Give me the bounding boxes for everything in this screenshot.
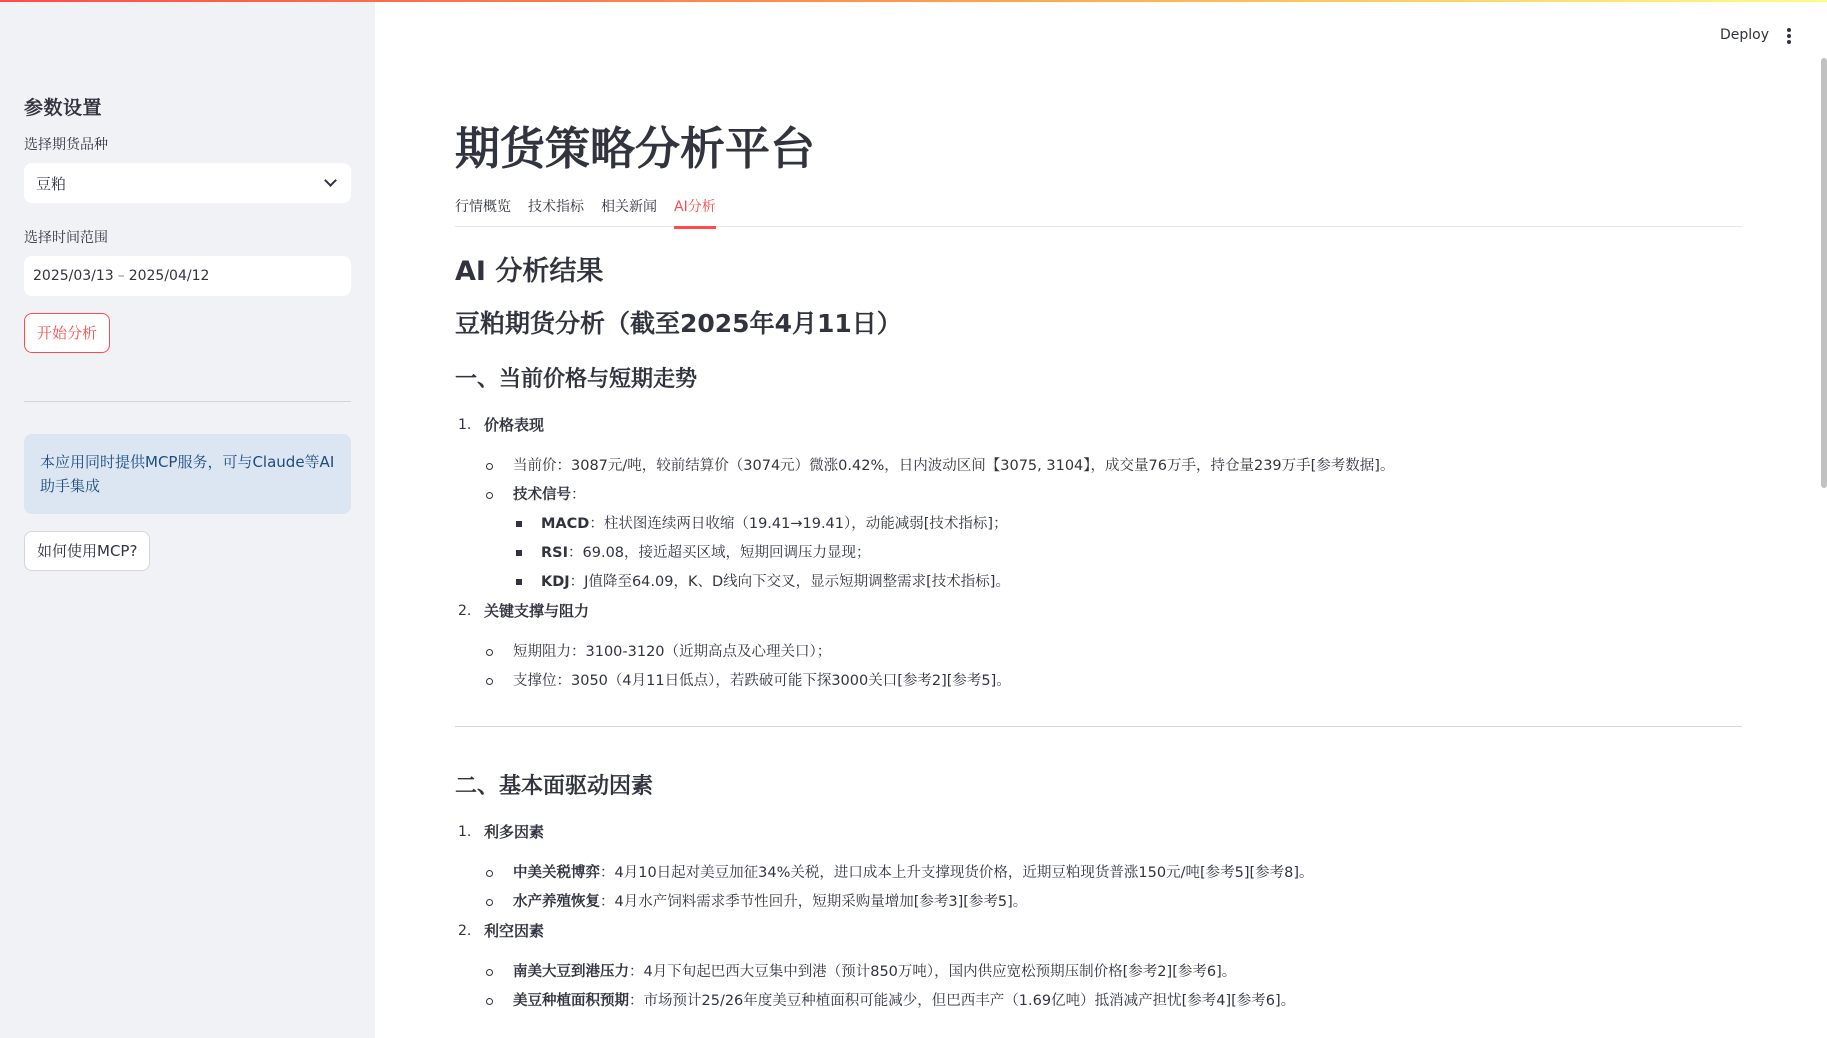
list-item xyxy=(455,888,1742,917)
brazil-arrival-line xyxy=(513,958,1236,987)
list-number: 1. xyxy=(458,417,472,433)
support-text: 支撑位：3050（4月11日低点），若跌破可能下探3000关口[参考2][参考5]。 xyxy=(513,673,1011,689)
rsi-text: ：69.08，接近超买区域，短期回调压力显现； xyxy=(568,545,871,561)
rsi-label: RSI xyxy=(541,545,569,561)
list-number: 2. xyxy=(458,923,472,939)
aquaculture-text: ：4月水产饲料需求季节性回升，短期采购量增加[参考3][参考5]。 xyxy=(600,894,1028,910)
kebab-dot xyxy=(1787,40,1791,44)
list-number: 1. xyxy=(458,824,472,840)
bullet-icon xyxy=(486,969,493,976)
kebab-dot xyxy=(1787,28,1791,32)
resistance-text: 短期阻力：3100-3120（近期高点及心理关口）； xyxy=(513,644,832,660)
date-separator: – xyxy=(117,268,125,284)
list-item-label: 利空因素 xyxy=(484,922,545,940)
tab-ai-analysis[interactable]: AI分析 xyxy=(674,195,716,227)
us-planting-label: 美豆种植面积预期 xyxy=(513,993,629,1009)
kdj-label: KDJ xyxy=(541,574,570,590)
bullet-icon xyxy=(486,998,493,1005)
square-bullet-icon xyxy=(516,579,522,585)
list-item xyxy=(455,917,1742,946)
date-start: 2025/03/13 xyxy=(33,268,114,284)
tab-bar xyxy=(455,195,1742,227)
list-item xyxy=(455,510,1742,539)
kdj-text: ：J值降至64.09，K、D线向下交叉，显示短期调整需求[技术指标]。 xyxy=(569,574,1010,590)
tab-market-overview[interactable]: 行情概览 xyxy=(455,199,511,215)
more-options-icon[interactable] xyxy=(1782,28,1796,44)
signal-line xyxy=(513,481,586,510)
tariff-line xyxy=(513,859,1314,888)
list-item xyxy=(455,411,1742,440)
start-analysis-button[interactable]: 开始分析 xyxy=(24,313,110,353)
bullet-icon xyxy=(486,899,493,906)
page-scrollbar[interactable] xyxy=(1821,58,1827,488)
aquaculture-label: 水产养殖恢复 xyxy=(513,894,600,910)
macd-text: ：柱状图连续两日收缩（19.41→19.41），动能减弱[技术指标]； xyxy=(589,516,1008,532)
price-text: 当前价：3087元/吨，较前结算价（3074元）微涨0.42%，日内波动区间【3075, 3104】，成交量76万手，持仓量239万手[参考数据]。 xyxy=(513,458,1395,474)
bullet-icon xyxy=(486,463,493,470)
bullet-icon xyxy=(486,649,493,656)
kebab-dot xyxy=(1787,34,1791,38)
list-item xyxy=(455,481,1742,510)
signal-colon: ： xyxy=(571,487,586,503)
result-heading: AI 分析结果 xyxy=(455,256,604,287)
chevron-down-icon xyxy=(324,174,337,187)
bullet-icon xyxy=(486,678,493,685)
list-item-label: 关键支撑与阻力 xyxy=(484,602,590,620)
sidebar xyxy=(0,0,375,1038)
mcp-info-box: 本应用同时提供MCP服务，可与Claude等AI助手集成 xyxy=(24,434,351,514)
list-item xyxy=(455,539,1742,568)
signal-label: 技术信号 xyxy=(513,487,571,503)
how-to-use-mcp-button[interactable]: 如何使用MCP? xyxy=(24,531,150,571)
tab-technical-indicators[interactable]: 技术指标 xyxy=(528,199,584,215)
top-decoration-bar xyxy=(0,0,1827,2)
bullet-icon xyxy=(486,870,493,877)
list-item xyxy=(455,667,1742,696)
date-range-label: 选择时间范围 xyxy=(24,230,108,246)
list-item xyxy=(455,597,1742,626)
brazil-arrival-label: 南美大豆到港压力 xyxy=(513,964,629,980)
analysis-content xyxy=(455,249,1742,1016)
square-bullet-icon xyxy=(516,521,522,527)
tariff-label: 中美关税博弈 xyxy=(513,865,600,881)
section2-heading: 二、基本面驱动因素 xyxy=(455,774,654,799)
list-item xyxy=(455,818,1742,847)
list-number: 2. xyxy=(458,603,472,619)
analysis-title: 豆粕期货分析（截至2025年4月11日） xyxy=(455,309,902,338)
macd-line xyxy=(541,510,1008,539)
square-bullet-icon xyxy=(516,550,522,556)
list-item xyxy=(455,987,1742,1016)
list-item-label: 价格表现 xyxy=(484,416,545,434)
us-planting-line xyxy=(513,987,1295,1016)
macd-label: MACD xyxy=(541,516,590,532)
commodity-select[interactable] xyxy=(24,163,351,203)
us-planting-text: ：市场预计25/26年度美豆种植面积可能减少，但巴西丰产（1.69亿吨）抵消减产担忧[参考4][参考6]。 xyxy=(629,993,1296,1009)
brazil-arrival-text: ：4月下旬起巴西大豆集中到港（预计850万吨），国内供应宽松预期压制价格[参考2][参考6]。 xyxy=(629,964,1237,980)
date-end: 2025/04/12 xyxy=(128,268,210,284)
rsi-line xyxy=(541,539,871,568)
list-item xyxy=(455,859,1742,888)
sidebar-title: 参数设置 xyxy=(24,97,103,119)
list-item xyxy=(455,958,1742,987)
section1-heading: 一、当前价格与短期走势 xyxy=(455,367,698,392)
aquaculture-line xyxy=(513,888,1027,917)
tariff-text: ：4月10日起对美豆加征34%关税，进口成本上升支撑现货价格，近期豆粕现货普涨150元/吨[参考5][参考8]。 xyxy=(600,865,1314,881)
sidebar-divider xyxy=(24,401,351,402)
commodity-select-value: 豆粕 xyxy=(36,174,67,193)
list-item xyxy=(455,638,1742,667)
bullet-icon xyxy=(486,492,493,499)
list-item xyxy=(455,452,1742,481)
commodity-label: 选择期货品种 xyxy=(24,137,108,153)
page-title: 期货策略分析平台 xyxy=(455,122,816,175)
deploy-button[interactable]: Deploy xyxy=(1720,27,1770,43)
date-range-input[interactable] xyxy=(24,256,351,296)
tab-related-news[interactable]: 相关新闻 xyxy=(601,199,657,215)
list-item xyxy=(455,568,1742,597)
list-item-label: 利多因素 xyxy=(484,823,545,841)
kdj-line xyxy=(541,568,1010,597)
